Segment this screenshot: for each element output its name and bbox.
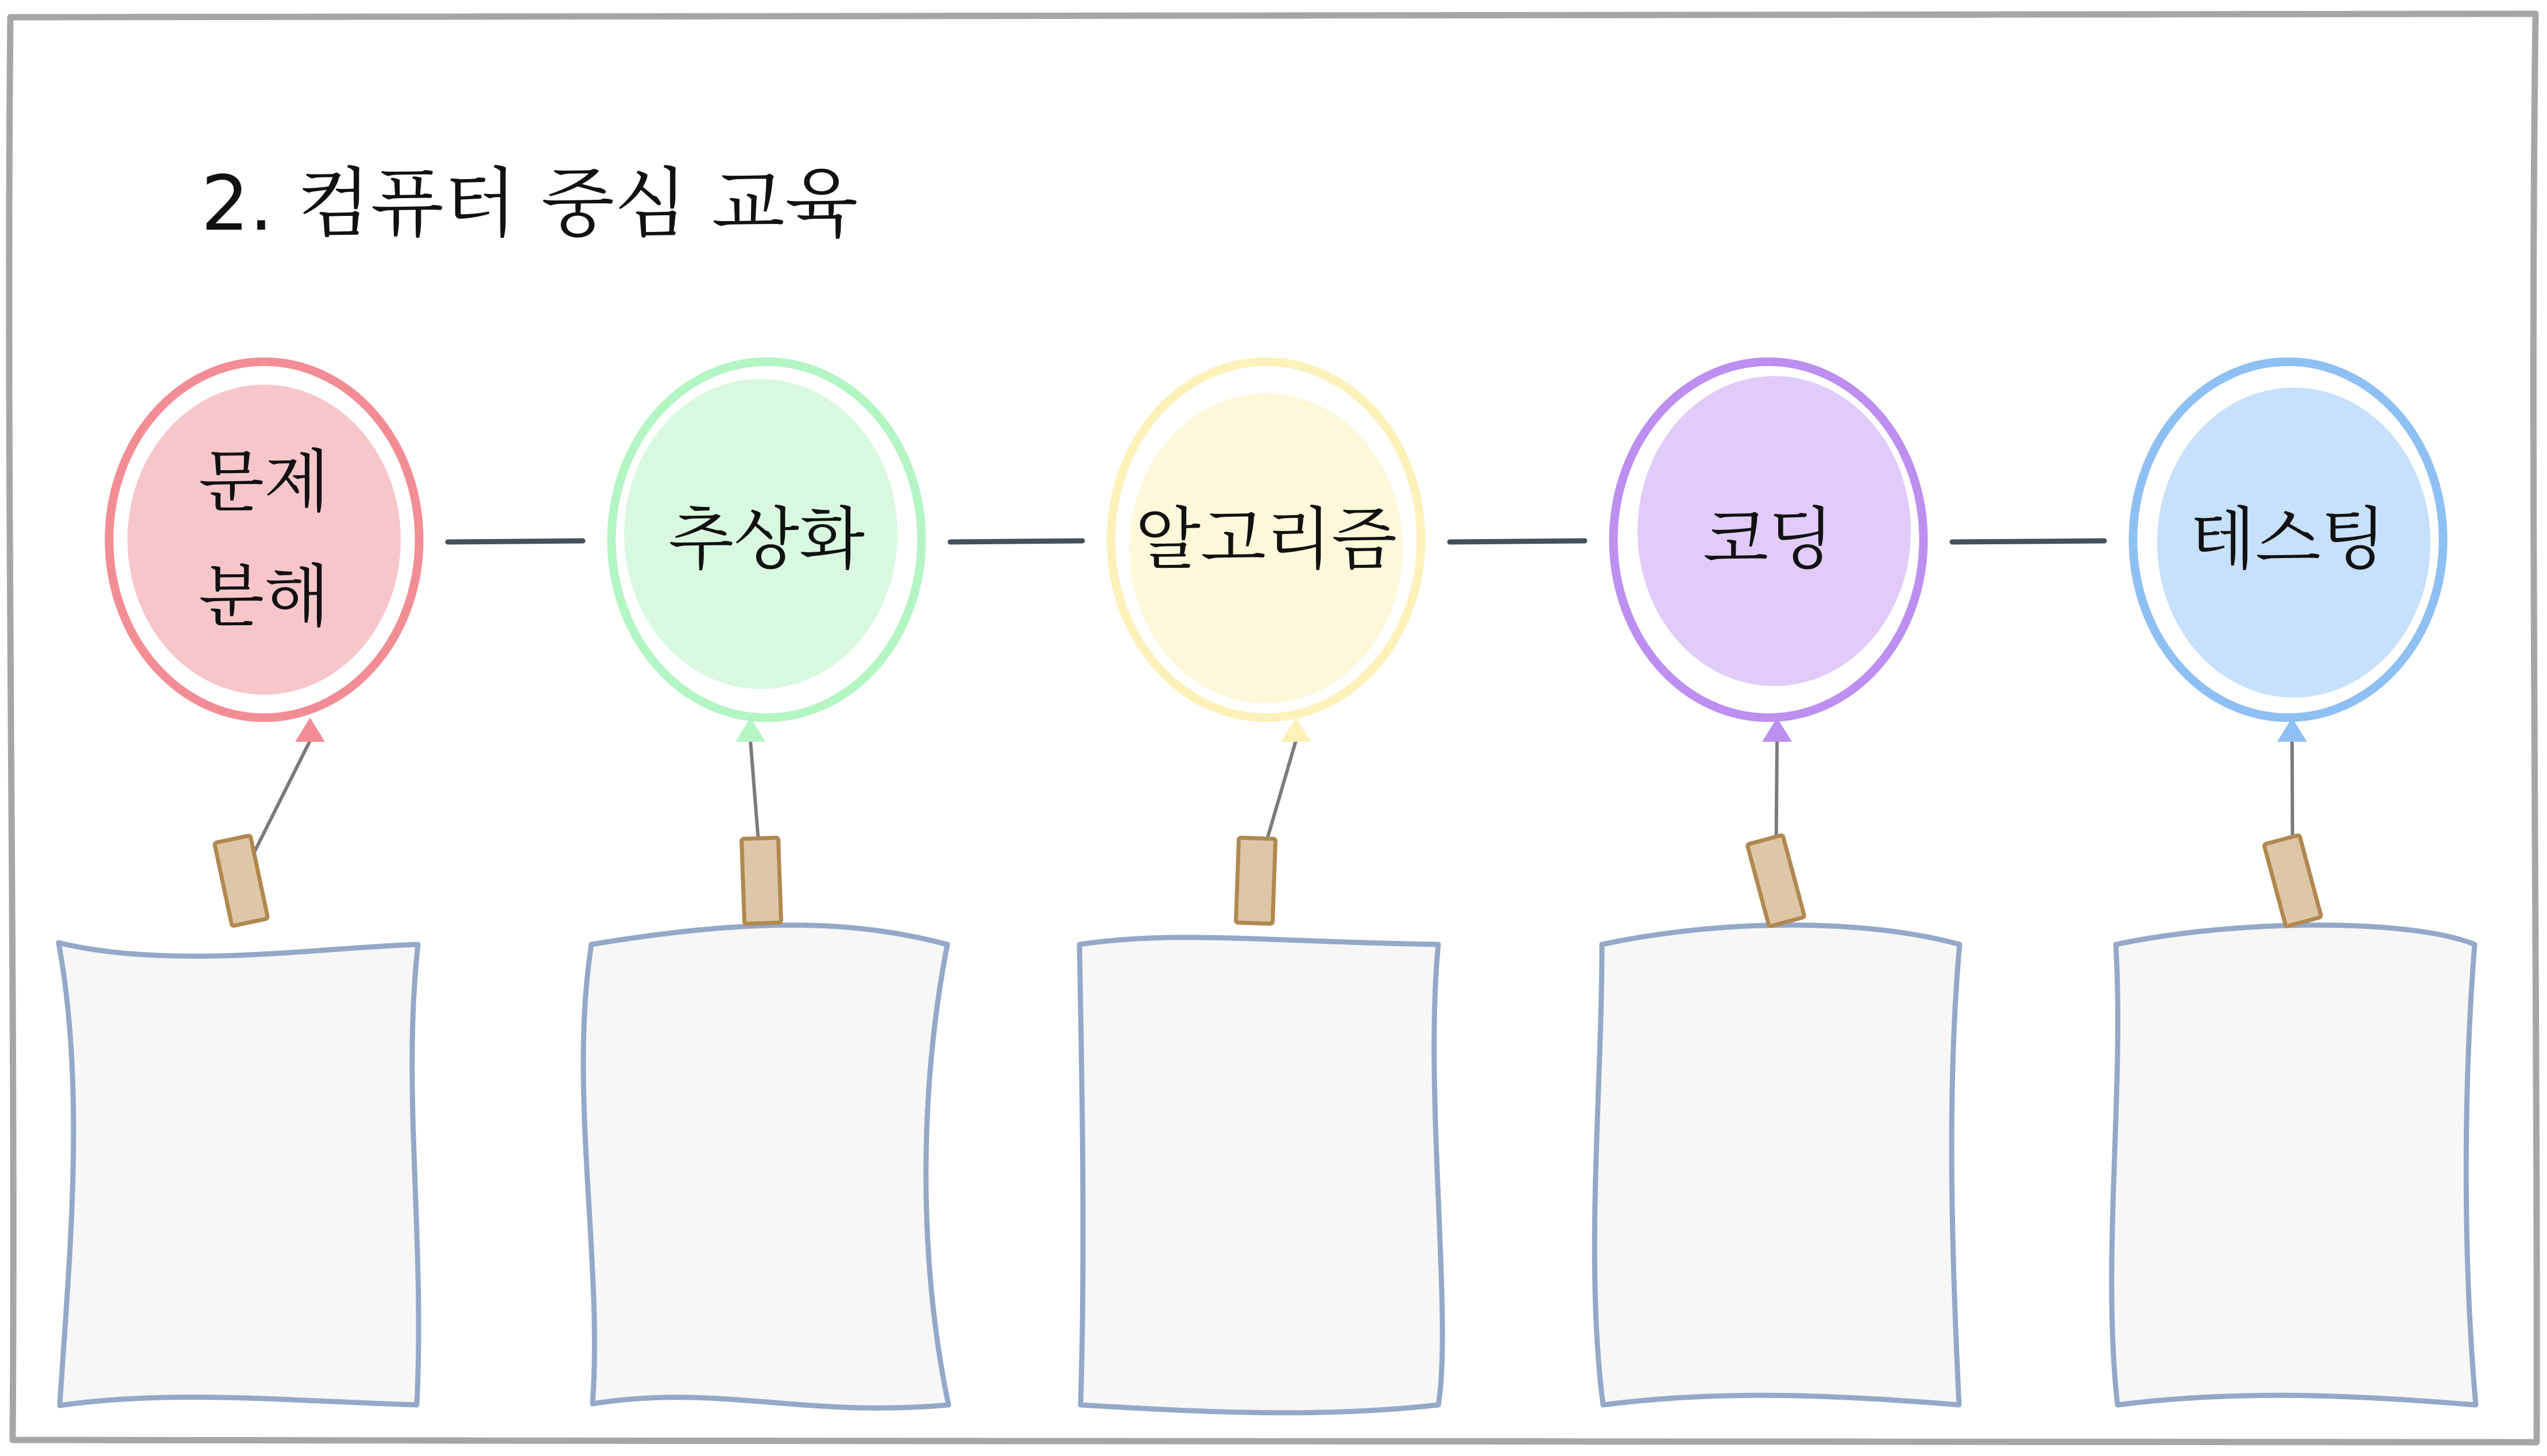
tape-strip [741, 838, 781, 924]
process-step [1594, 362, 1960, 1405]
process-step [59, 362, 419, 1405]
tape-strip [214, 835, 268, 926]
balloon-label: 알고리즘 [1135, 499, 1397, 579]
connector-line [1450, 541, 1585, 542]
balloon-label: 추상화 [668, 499, 865, 579]
page-title: 2. 컴퓨터 중심 교육 [201, 160, 858, 248]
balloon-label: 분해 [199, 557, 330, 636]
balloon-fill [127, 385, 401, 695]
process-step [2112, 362, 2476, 1405]
balloon-knot [295, 718, 325, 742]
connector-line [448, 541, 583, 542]
process-step [1079, 362, 1442, 1413]
tape-strip [1747, 835, 1805, 927]
tape-strip [1236, 838, 1275, 924]
note-paper [59, 943, 419, 1405]
balloon-label: 코딩 [1703, 499, 1834, 579]
note-paper [583, 925, 949, 1408]
note-paper [1079, 938, 1442, 1413]
connector-line [950, 541, 1082, 542]
step-group [59, 362, 2476, 1413]
tape-strip [2264, 835, 2321, 927]
process-step [583, 362, 949, 1408]
connector-line [1952, 541, 2104, 542]
note-paper [1594, 925, 1960, 1405]
balloon-label: 문제 [199, 442, 330, 521]
note-paper [2112, 925, 2476, 1405]
balloon-knot [1281, 718, 1311, 742]
balloon-label: 테스팅 [2190, 499, 2386, 579]
